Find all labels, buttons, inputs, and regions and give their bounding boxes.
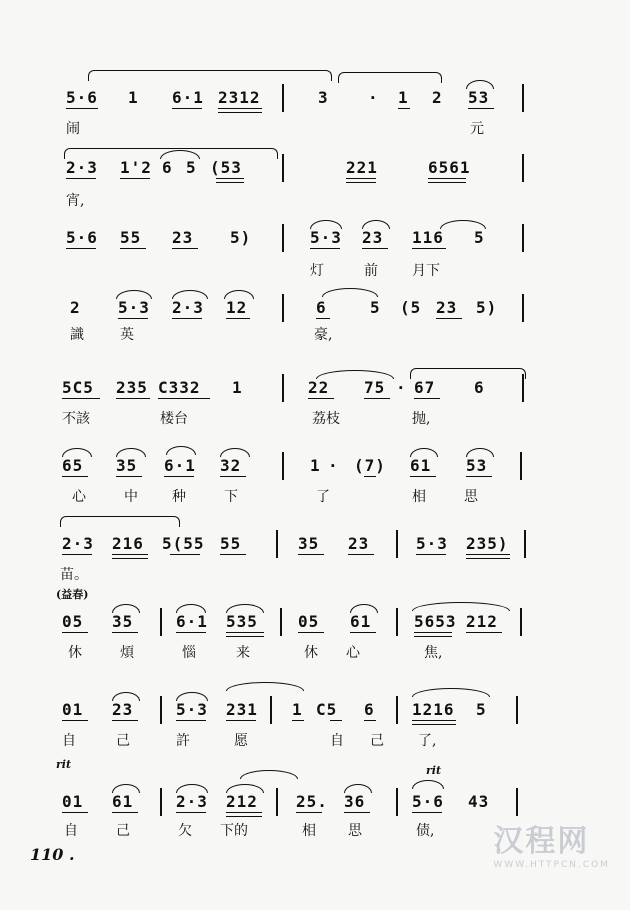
barline: [282, 224, 284, 252]
score-row-7: [0, 516, 630, 583]
note: 36: [344, 792, 366, 811]
note: 55: [220, 534, 242, 553]
lyric: 焦,: [424, 645, 443, 661]
phrase-mark: [338, 72, 442, 83]
barline: [396, 608, 398, 636]
note: 75: [364, 378, 386, 397]
note: 6: [316, 298, 327, 317]
score-row-10: [0, 752, 630, 839]
note: 43: [468, 792, 490, 811]
barline: [276, 788, 278, 816]
note: 5·6: [66, 88, 98, 107]
lyric: 抛,: [412, 411, 431, 427]
barline: [520, 608, 522, 636]
note: 1: [128, 88, 139, 107]
tempo-marking: rit: [426, 764, 442, 777]
note: 12: [226, 298, 248, 317]
note: 23: [348, 534, 370, 553]
barline: [282, 294, 284, 322]
note: 1'2: [120, 158, 152, 177]
note: 23: [112, 700, 134, 719]
barline: [520, 452, 522, 480]
phrase-mark: [60, 516, 180, 527]
note: 5: [370, 298, 381, 317]
barline: [396, 530, 398, 558]
note: 5·6: [412, 792, 444, 811]
note: 23: [436, 298, 458, 317]
score-row-9: [0, 676, 630, 749]
barline: [522, 154, 524, 182]
lyric: 識: [70, 327, 84, 343]
lyric: 思: [464, 489, 478, 505]
note: 235: [116, 378, 148, 397]
lyric: 了,: [418, 733, 437, 749]
note: 6: [364, 700, 375, 719]
lyric: 自: [64, 823, 78, 839]
note: 535: [226, 612, 258, 631]
lyric: 己: [116, 823, 130, 839]
role-label: (益春): [56, 588, 89, 601]
note: 67: [414, 378, 436, 397]
note: 1216: [412, 700, 455, 719]
lyric: 相: [412, 489, 426, 505]
note: 61: [350, 612, 372, 631]
note: 5: [474, 228, 485, 247]
barline: [282, 374, 284, 402]
lyric: 前: [364, 263, 378, 279]
tempo-marking: rit: [56, 758, 72, 771]
note: 25.: [296, 792, 328, 811]
barline: [280, 608, 282, 636]
lyric: 豪,: [314, 327, 333, 343]
lyric: 煩: [120, 645, 134, 661]
lyric: 债,: [416, 823, 435, 839]
note: ·: [328, 456, 339, 475]
barline: [522, 374, 524, 402]
lyric: 許: [176, 733, 190, 749]
note: 6·1: [172, 88, 204, 107]
barline: [516, 696, 518, 724]
note: 2·3: [176, 792, 208, 811]
barline: [522, 84, 524, 112]
note: 05: [298, 612, 320, 631]
lyric: 灯: [310, 263, 324, 279]
note: 2·3: [66, 158, 98, 177]
note: 65: [62, 456, 84, 475]
watermark: [493, 816, 610, 870]
note: 1: [398, 88, 409, 107]
barline: [522, 294, 524, 322]
lyric: 自: [330, 733, 344, 749]
lyric: 己: [370, 733, 384, 749]
lyric: 了: [316, 489, 330, 505]
note: 2·3: [62, 534, 94, 553]
barline: [160, 696, 162, 724]
note: ·: [396, 378, 407, 397]
lyric: 苗。: [60, 567, 88, 583]
note: 6561: [428, 158, 471, 177]
lyric: 下: [224, 489, 238, 505]
note: 35: [298, 534, 320, 553]
score-row-6: [0, 440, 630, 505]
note: 221: [346, 158, 378, 177]
lyric: 相: [302, 823, 316, 839]
barline: [516, 788, 518, 816]
note: 5·6: [66, 228, 98, 247]
lyric: 愿: [234, 733, 248, 749]
note: (5: [400, 298, 422, 317]
barline: [282, 84, 284, 112]
note: 35: [116, 456, 138, 475]
barline: [396, 696, 398, 724]
score-row-4: [0, 292, 630, 352]
page-number: 110 .: [30, 845, 75, 864]
lyric: 楼台: [160, 411, 188, 427]
barline: [282, 452, 284, 480]
note: 5(55: [162, 534, 205, 553]
note: 22: [308, 378, 330, 397]
note: (7): [354, 456, 386, 475]
barline: [396, 788, 398, 816]
note: 116: [412, 228, 444, 247]
note: 5): [476, 298, 498, 317]
note: 35: [112, 612, 134, 631]
note: 6: [474, 378, 485, 397]
note: 5): [230, 228, 252, 247]
note: 5·3: [310, 228, 342, 247]
lyric: 月下: [412, 263, 440, 279]
note: 2·3: [172, 298, 204, 317]
lyric: 惱: [182, 645, 196, 661]
note: 5·3: [118, 298, 150, 317]
score-row-3: [0, 222, 630, 282]
note: 53: [468, 88, 490, 107]
score-row-5: [0, 368, 630, 428]
note: 231: [226, 700, 258, 719]
score-row-1: [0, 68, 630, 137]
barline: [160, 788, 162, 816]
note: ·: [368, 88, 379, 107]
lyric: 心: [72, 489, 86, 505]
note: 216: [112, 534, 144, 553]
lyric: 中: [124, 489, 138, 505]
note: 5·3: [416, 534, 448, 553]
lyric: 下的: [220, 823, 248, 839]
lyric: 来: [236, 645, 250, 661]
note: 53: [466, 456, 488, 475]
barline: [270, 696, 272, 724]
note: 05: [62, 612, 84, 631]
lyric: 心: [346, 645, 360, 661]
note: 5C5: [62, 378, 94, 397]
note: 1: [292, 700, 303, 719]
barline: [276, 530, 278, 558]
lyric: 元: [470, 121, 484, 137]
note: 1: [232, 378, 243, 397]
note: 23: [172, 228, 194, 247]
phrase-mark: [88, 70, 332, 81]
barline: [524, 530, 526, 558]
score-row-8: [0, 588, 630, 661]
lyric: 休: [304, 645, 318, 661]
note: 61: [112, 792, 134, 811]
watermark-url: WWW.HTTPCN.COM: [493, 860, 610, 870]
barline: [522, 224, 524, 252]
note: C5: [316, 700, 338, 719]
watermark-logo: 汉程网: [493, 824, 590, 859]
note: (53: [210, 158, 242, 177]
lyric: 不該: [62, 411, 90, 427]
note: 32: [220, 456, 242, 475]
score-row-2: [0, 144, 630, 209]
note: 2: [70, 298, 81, 317]
note: 235): [466, 534, 509, 553]
note: 212: [226, 792, 258, 811]
barline: [160, 608, 162, 636]
note: 01: [62, 700, 84, 719]
note: 2: [432, 88, 443, 107]
lyric: 闹: [66, 121, 80, 137]
note: C332: [158, 378, 201, 397]
note: 212: [466, 612, 498, 631]
note: 3: [318, 88, 329, 107]
lyric: 自: [62, 733, 76, 749]
note: 1: [310, 456, 321, 475]
note: 5: [476, 700, 487, 719]
note: 55: [120, 228, 142, 247]
note: 2312: [218, 88, 261, 107]
note: 5: [186, 158, 197, 177]
lyric: 己: [116, 733, 130, 749]
note: 6·1: [176, 612, 208, 631]
note: 5·3: [176, 700, 208, 719]
lyric: 荔枝: [312, 411, 340, 427]
note: 6: [162, 158, 173, 177]
note: 01: [62, 792, 84, 811]
note: 6·1: [164, 456, 196, 475]
note: 5653: [414, 612, 457, 631]
lyric: 休: [68, 645, 82, 661]
lyric: 宵,: [66, 193, 85, 209]
note: 23: [362, 228, 384, 247]
lyric: 思: [348, 823, 362, 839]
lyric: 欠: [178, 823, 192, 839]
lyric: 种: [172, 489, 186, 505]
barline: [282, 154, 284, 182]
note: 61: [410, 456, 432, 475]
lyric: 英: [120, 327, 134, 343]
